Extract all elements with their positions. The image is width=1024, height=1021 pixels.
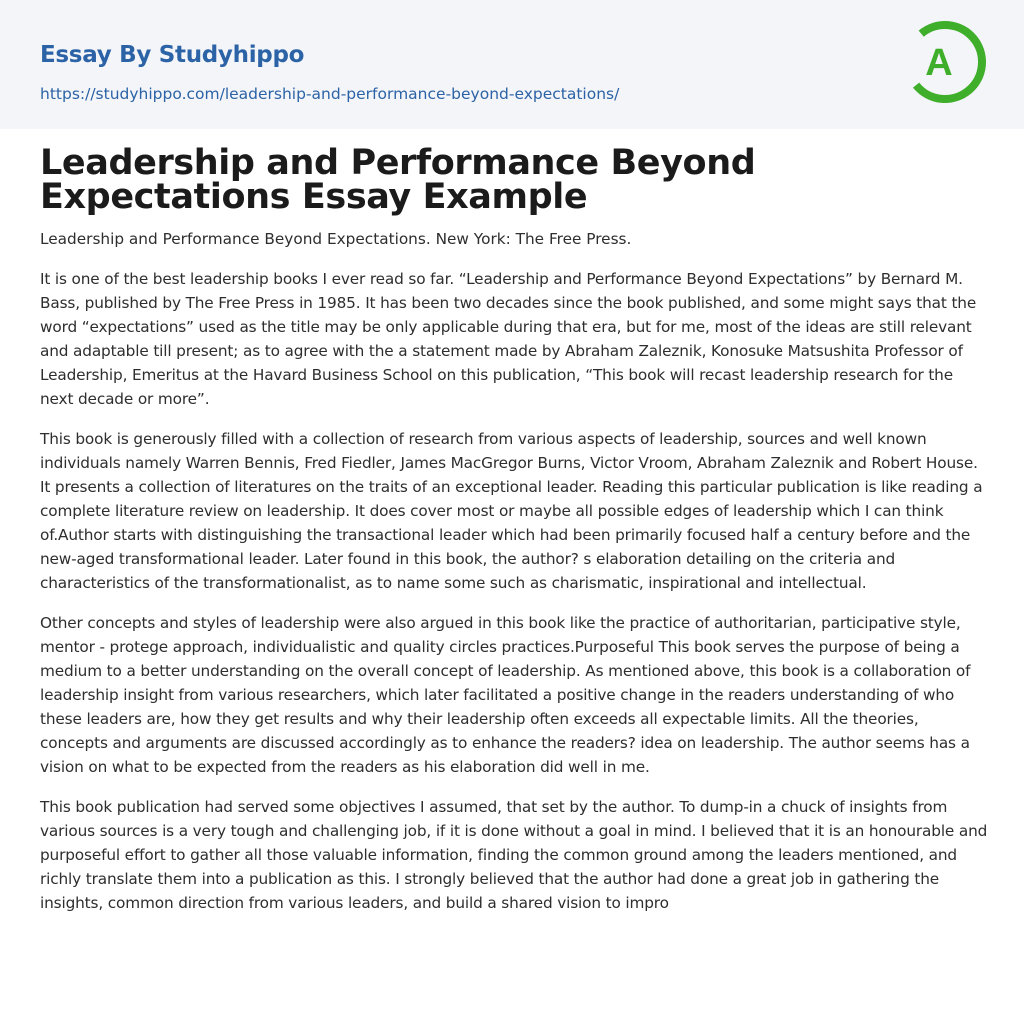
logo-letter: A [925, 42, 953, 84]
citation-line: Leadership and Performance Beyond Expectations. New York: The Free Press. [40, 230, 632, 248]
site-title[interactable]: Essay By Studyhippo [40, 42, 305, 68]
paragraph: It is one of the best leadership books I ever read so far. “Leadership and Performance Beyond Expectations” by Bernard M. Bass, published by The Free Press in 1985. It has been two decades since the book published, and some might says that the word “expectations” used as the title may be only applicable during that era, but for me, most of the ideas are still relevant and adaptable till present; as to agree with the a statement made by Abraham Zaleznik, Konosuke Matsushita Professor of Leadership, Emeritus at the Havard Business School on this publication, “This book will recast leadership research for the next decade or more”. [40, 270, 977, 408]
studyhippo-logo-icon[interactable] [900, 17, 990, 107]
site-header [0, 0, 1024, 129]
article [40, 143, 988, 915]
source-url-link[interactable]: https://studyhippo.com/leadership-and-performance-beyond-expectations/ [40, 85, 620, 103]
paragraph: This book is generously filled with a collection of research from various aspects of leadership, sources and well known individuals namely Warren Bennis, Fred Fiedler, James MacGregor Burns, Victor Vroom, Abraham Zaleznik and Robert House. It presents a collection of literatures on the traits of an exceptional leader. Reading this particular publication is like reading a complete literature review on leadership. It does cover most or maybe all possible edges of leadership which I can think of.Author starts with distinguishing the transactional leader which had been primarily focused half a century before and the new-aged transformational leader. Later found in this book, the author? s elaboration detailing on the criteria and characteristics of the transformationalist, as to name some such as charismatic, inspirational and intellectual. [40, 430, 983, 592]
paragraph: This book publication had served some objectives I assumed, that set by the author. To dump-in a chuck of insights from various sources is a very tough and challenging job, if it is done without a goal in mind. I believed that it is an honourable and purposeful effort to gather all those valuable information, finding the common ground among the leaders mentioned, and richly translate them into a publication as this. I strongly believed that the author had done a great job in gathering the insights, common direction from various leaders, and build a shared vision to impro [40, 798, 988, 912]
paragraph: Other concepts and styles of leadership were also argued in this book like the practice of authoritarian, participative style, mentor - protege approach, individualistic and quality circles practices.Purposeful This book serves the purpose of being a medium to a better understanding on the overall concept of leadership. As mentioned above, this book is a collaboration of leadership insight from various researchers, which later facilitated a positive change in the readers understanding of who these leaders are, how they get results and why their leadership often exceeds all expectable limits. All the theories, concepts and arguments are discussed accordingly as to enhance the readers? idea on leadership. The author seems has a vision on what to be expected from the readers as his elaboration did well in me. [40, 614, 971, 776]
article-title: Leadership and Performance Beyond Expectations Essay Example [40, 143, 756, 217]
